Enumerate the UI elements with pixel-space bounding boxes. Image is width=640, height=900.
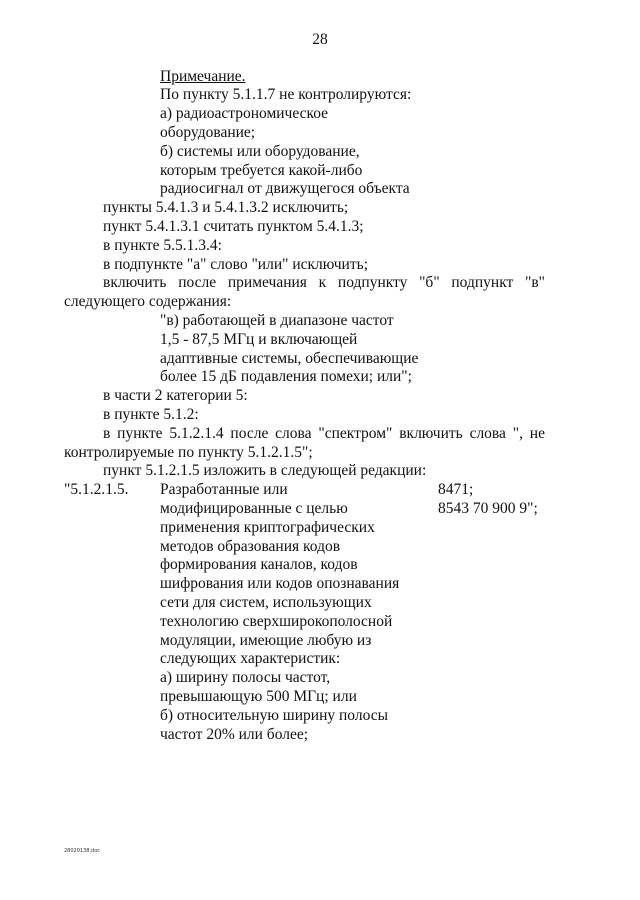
entry-description-line: методов образования кодов	[160, 538, 341, 555]
instruction-line: пункты 5.4.1.3 и 5.4.1.3.2 исключить;	[103, 199, 349, 216]
quote-line: адаптивные системы, обеспечивающие	[160, 350, 419, 367]
entry-description-line: применения криптографических	[160, 519, 375, 536]
spectrum-paragraph-line1: в пункте 5.1.2.1.4 после слова "спектром" включить слова ", не	[103, 425, 545, 442]
entry-description-line: а) ширину полосы частот,	[160, 669, 331, 686]
entry-description-line: превышающую 500 МГц; или	[160, 688, 357, 705]
instruction-line: в подпункте "а" слово "или" исключить;	[103, 256, 369, 273]
include-paragraph-line1: включить после примечания к подпункту "б" подпункт "в"	[103, 274, 545, 291]
entry-code: 8471;	[438, 481, 474, 498]
quote-line: 1,5 - 87,5 МГц и включающей	[160, 331, 358, 348]
instruction-line: в пункте 5.5.1.3.4:	[103, 237, 222, 254]
note-line: оборудование;	[160, 124, 256, 141]
entry-description-line: модуляции, имеющие любую из	[160, 632, 372, 649]
entry-code: 8543 70 900 9";	[438, 500, 538, 517]
instruction-line: пункт 5.4.1.3.1 считать пунктом 5.4.1.3;	[103, 218, 364, 235]
note-line: По пункту 5.1.1.7 не контролируются:	[160, 86, 412, 103]
note-title: Примечание.	[160, 68, 246, 85]
entry-description-line: формирования каналов, кодов	[160, 556, 358, 573]
quote-line: "в) работающей в диапазоне частот	[160, 312, 394, 329]
entry-description-line: Разработанные или	[160, 481, 288, 498]
entry-description-line: частот 20% или более;	[160, 726, 309, 743]
edit-instruction: пункт 5.1.2.1.5 изложить в следующей редакции:	[103, 462, 427, 479]
note-line: радиосигнал от движущегося объекта	[160, 180, 410, 197]
include-paragraph-line2: следующего содержания:	[64, 293, 232, 310]
note-line: а) радиоастрономическое	[160, 105, 329, 122]
entry-description-line: сети для систем, использующих	[160, 594, 372, 611]
instruction-line: в части 2 категории 5:	[103, 387, 248, 404]
entry-description-line: технологию сверхширокополосной	[160, 613, 393, 630]
entry-number: "5.1.2.1.5.	[64, 481, 129, 498]
spectrum-paragraph-line2: контролируемые по пункту 5.1.2.1.5";	[64, 444, 313, 461]
page-number: 28	[312, 31, 328, 48]
entry-description-line: шифрования или кодов опознавания	[160, 575, 400, 592]
quote-line: более 15 дБ подавления помехи; или";	[160, 368, 412, 385]
entry-description-line: б) относительную ширину полосы	[160, 707, 389, 724]
instruction-line: в пункте 5.1.2:	[103, 406, 199, 423]
entry-description-line: модифицированные с целью	[160, 500, 348, 517]
footer-file-code: 28020138.doc	[64, 848, 101, 854]
note-line: которым требуется какой-либо	[160, 162, 363, 179]
note-line: б) системы или оборудование,	[160, 143, 360, 160]
entry-description-line: следующих характеристик:	[160, 650, 341, 667]
